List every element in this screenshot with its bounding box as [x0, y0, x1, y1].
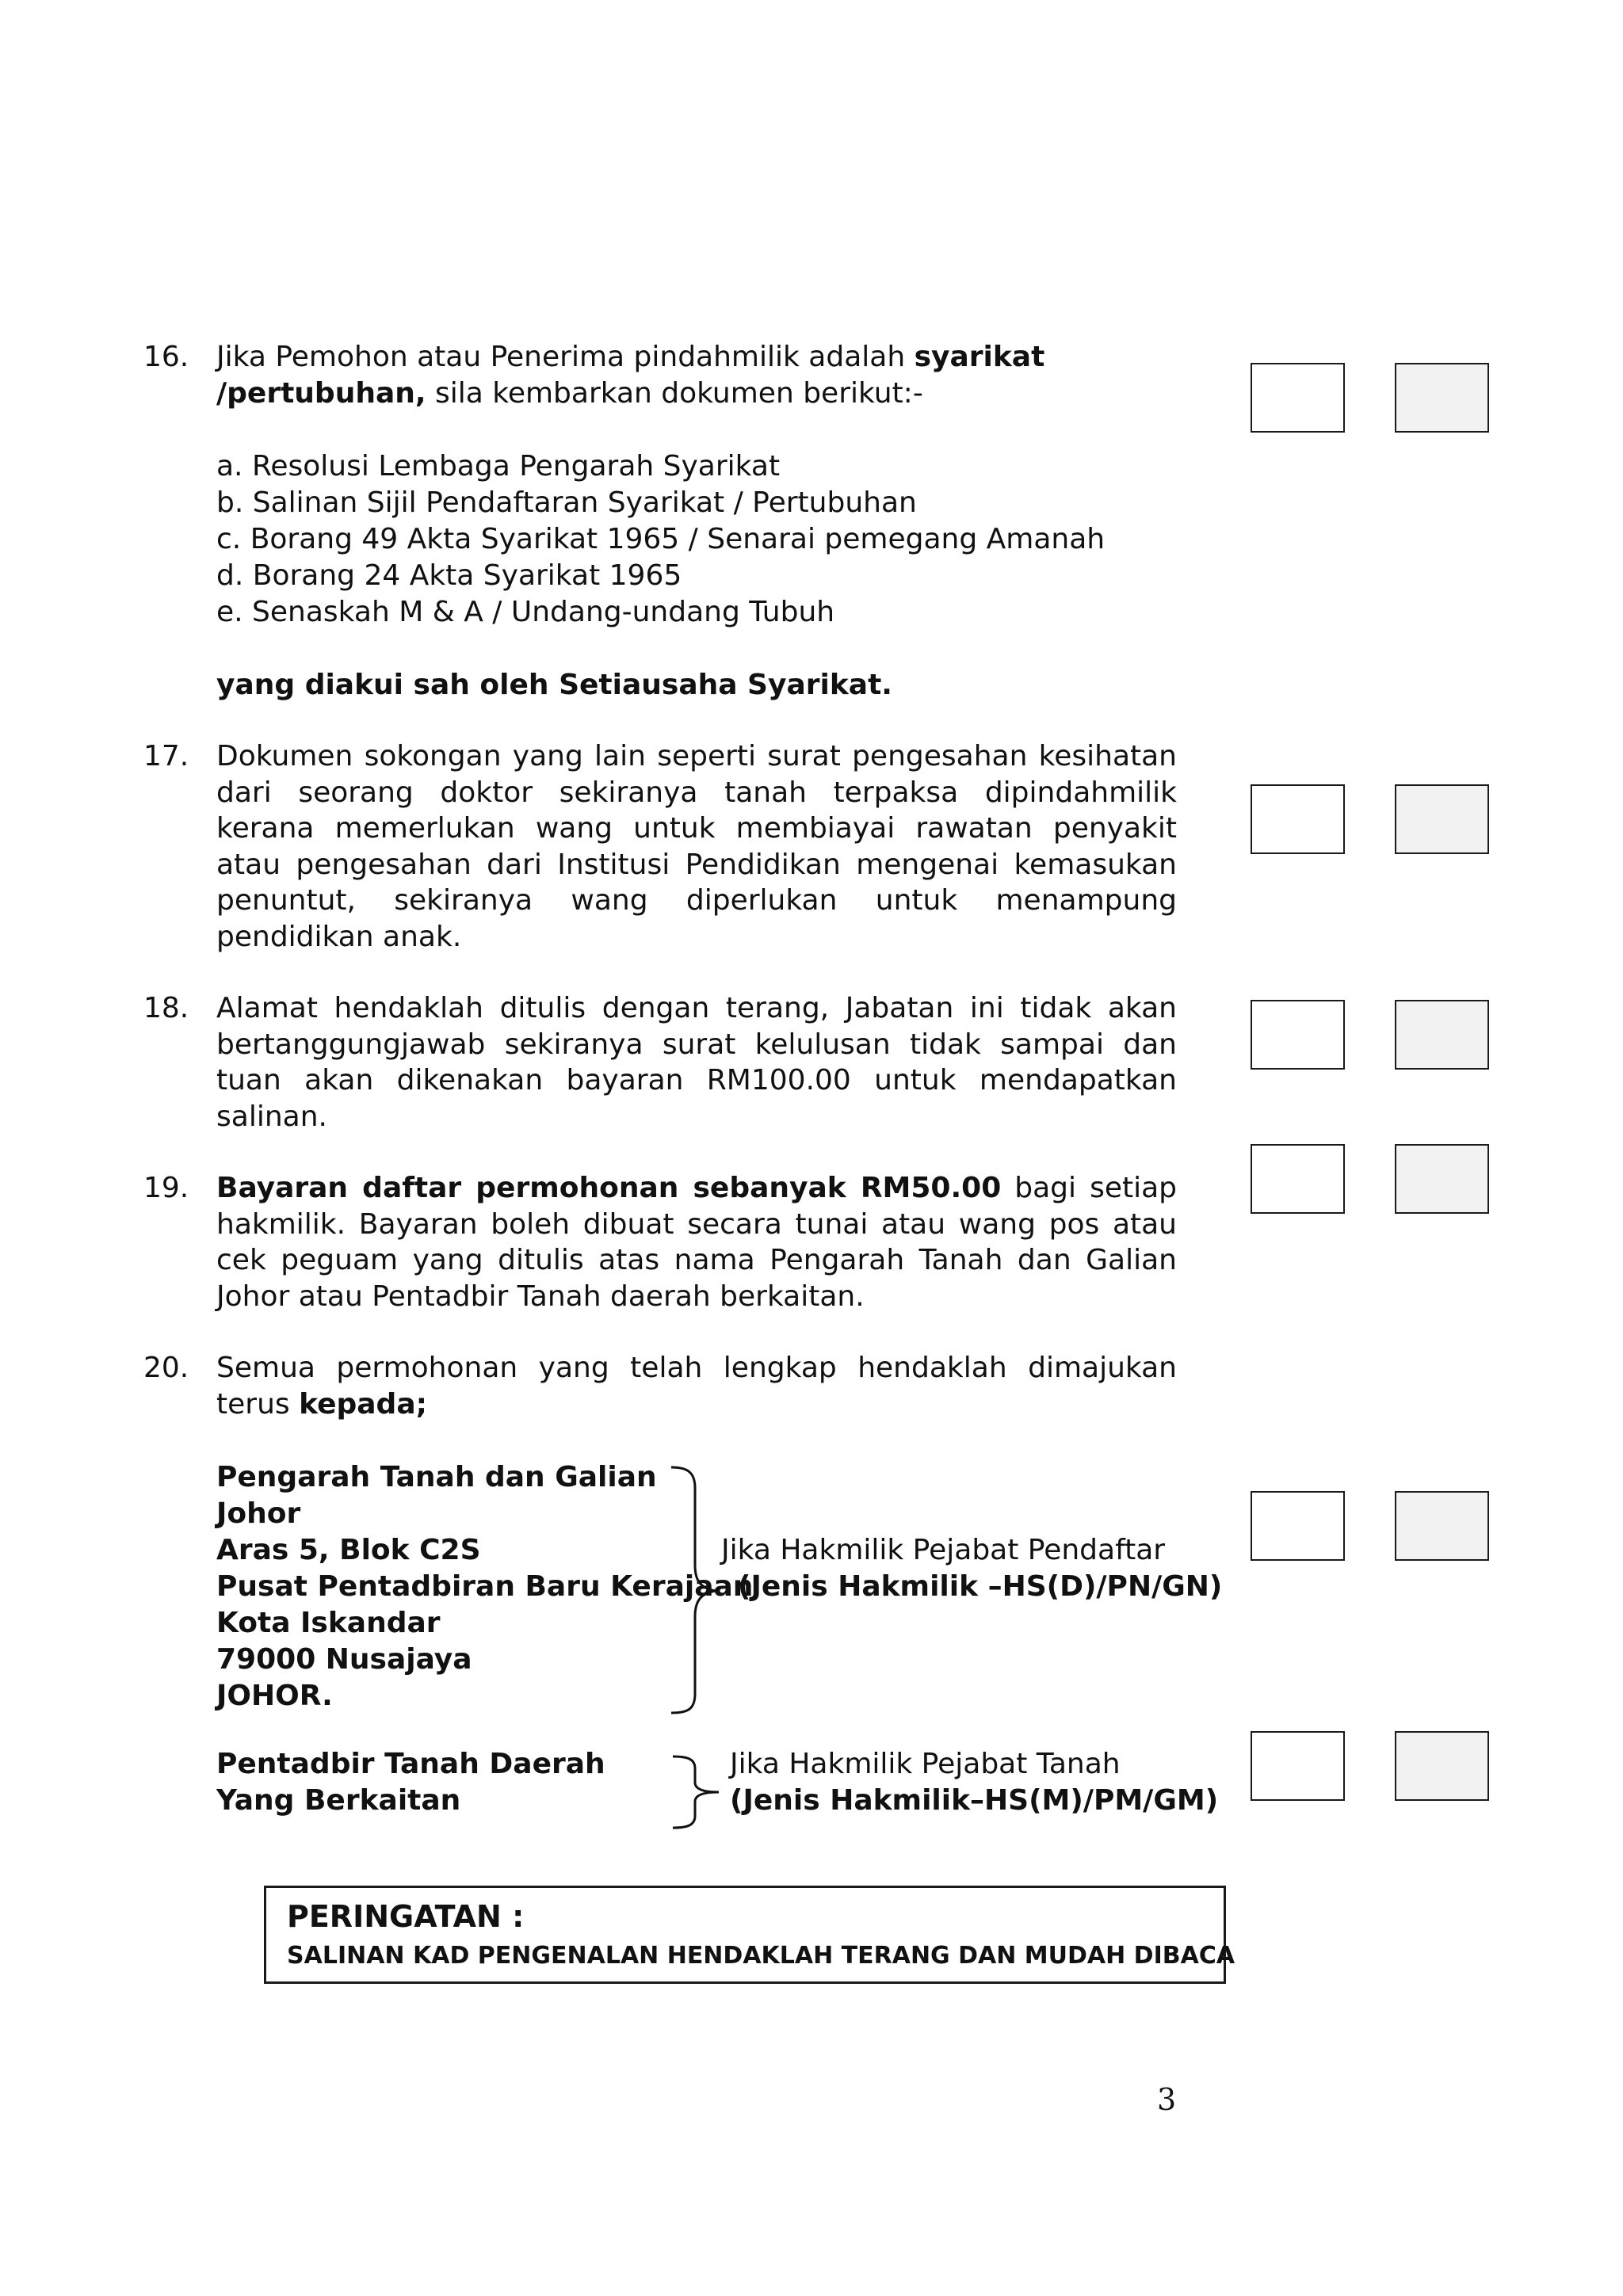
warning-title: PERINGATAN :	[287, 1899, 525, 1934]
ptd-address-line-1: Pentadbir Tanah Daerah	[216, 1748, 605, 1780]
item-16-line-2	[216, 376, 923, 412]
doc-text: Borang 24 Akta Syarikat 1965	[252, 559, 682, 592]
item-18-number: 18.	[143, 992, 189, 1024]
ptg-brace	[670, 1464, 717, 1716]
doc-text: Resolusi Lembaga Pengarah Syarikat	[251, 450, 781, 482]
ptg-address-line-3: Aras 5, Blok C2S	[216, 1534, 481, 1566]
item-16-checkbox-office[interactable]	[1395, 363, 1489, 433]
ptg-address-line-2: Johor	[216, 1497, 301, 1530]
doc-letter: b.	[216, 486, 244, 519]
doc-text: Salinan Sijil Pendaftaran Syarikat / Pertubuhan	[252, 486, 917, 519]
doc-item-e	[216, 594, 834, 631]
ptg-condition: Jika Hakmilik Pejabat Pendaftar	[721, 1534, 1166, 1566]
doc-letter: a.	[216, 450, 243, 482]
doc-text: Borang 49 Akta Syarikat 1965 / Senarai pemegang Amanah	[250, 523, 1106, 555]
ptd-checkbox-applicant[interactable]	[1251, 1731, 1345, 1801]
item-20-number: 20.	[143, 1352, 189, 1384]
item-16-line-1	[216, 339, 1044, 376]
ptg-address-line-7: JOHOR.	[216, 1680, 333, 1712]
item-18-checkbox-applicant[interactable]	[1251, 1000, 1345, 1070]
doc-item-b	[216, 485, 917, 521]
ptg-address-line-5: Kota Iskandar	[216, 1607, 441, 1639]
doc-item-a	[216, 448, 780, 485]
doc-item-c	[216, 521, 1105, 558]
item-19-number: 19.	[143, 1172, 189, 1204]
ptg-address-line-4: Pusat Pentadbiran Baru Kerajaan	[216, 1570, 754, 1603]
ptd-brace	[671, 1754, 720, 1830]
ptg-checkbox-applicant[interactable]	[1251, 1491, 1345, 1561]
item-16-certification: yang diakui sah oleh Setiausaha Syarikat.	[216, 669, 892, 701]
ptd-condition: Jika Hakmilik Pejabat Tanah	[730, 1748, 1121, 1780]
item-19-fee-text: bagi setiap hakmilik. Bayaran boleh dibuat secara tunai atau wang pos atau cek peguam yang ditulis atas nama Pengarah Tanah dan Galian Johor atau Pentadbir Tanah daerah berkaitan.	[216, 1172, 1177, 1313]
item-19-fee-bold: Bayaran daftar permohonan sebanyak RM50.00	[216, 1172, 1002, 1204]
item-20-to-bold: kepada;	[299, 1387, 428, 1421]
doc-letter: e.	[216, 596, 243, 628]
ptd-address-line-2: Yang Berkaitan	[216, 1784, 461, 1817]
doc-item-d	[216, 558, 682, 594]
page-number: 3	[1157, 2082, 1177, 2117]
item-19-checkbox-applicant[interactable]	[1251, 1144, 1345, 1214]
item-17-checkbox-office[interactable]	[1395, 784, 1489, 854]
item-16-number: 16.	[143, 341, 189, 373]
ptg-checkbox-office[interactable]	[1395, 1491, 1489, 1561]
item-17-checkbox-applicant[interactable]	[1251, 784, 1345, 854]
item-18-text: Alamat hendaklah ditulis dengan terang, Jabatan ini tidak akan bertanggungjawab sekiranya surat kelulusan tidak sampai dan tuan akan dikenakan bayaran RM100.00 untuk mendapatkan salinan.	[216, 992, 1177, 1133]
ptg-address-line-6: 79000 Nusajaya	[216, 1643, 472, 1676]
item-19-text	[216, 1170, 1177, 1314]
item-16-text: Jika Pemohon atau Penerima pindahmilik adalah	[216, 341, 915, 373]
item-16-text-attach: sila kembarkan dokumen berikut:-	[426, 377, 923, 410]
warning-box	[264, 1886, 1235, 1984]
doc-letter: d.	[216, 559, 244, 592]
item-19-checkbox-office[interactable]	[1395, 1144, 1489, 1214]
item-16-checkbox-applicant[interactable]	[1251, 363, 1345, 433]
item-17-text: Dokumen sokongan yang lain seperti surat pengesahan kesihatan dari seorang doktor sekiranya tanah terpaksa dipindahmilik kerana memerlukan wang untuk membiayai rawatan penyakit atau pengesahan dari Institusi Pendidikan mengenai kemasukan penuntut, sekiranya wang diperlukan untuk menampung pendidikan anak.	[216, 740, 1177, 953]
ptg-title-type: (Jenis Hakmilik –HS(D)/PN/GN)	[738, 1570, 1223, 1603]
item-18-checkbox-office[interactable]	[1395, 1000, 1489, 1070]
item-16-bold-company: syarikat	[914, 341, 1045, 373]
warning-text: SALINAN KAD PENGENALAN HENDAKLAH TERANG DAN MUDAH DIBACA	[287, 1942, 1235, 1970]
item-20-submit-text: Semua permohonan yang telah lengkap hendaklah dimajukan terus	[216, 1352, 1177, 1421]
item-17-number: 17.	[143, 740, 189, 772]
ptg-address-line-1: Pengarah Tanah dan Galian	[216, 1461, 657, 1493]
doc-text: Senaskah M & A / Undang-undang Tubuh	[252, 596, 835, 628]
ptd-title-type: (Jenis Hakmilik–HS(M)/PM/GM)	[730, 1784, 1219, 1817]
doc-letter: c.	[216, 523, 242, 555]
item-20-text	[216, 1350, 1177, 1422]
item-16-bold-organisation: /pertubuhan,	[216, 377, 426, 410]
ptd-checkbox-office[interactable]	[1395, 1731, 1489, 1801]
